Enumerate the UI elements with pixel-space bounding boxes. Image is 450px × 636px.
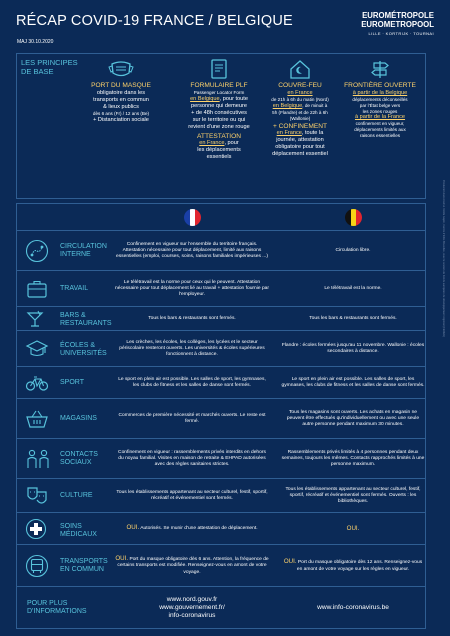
table-row-sport xyxy=(16,367,426,399)
route-icon xyxy=(25,239,49,263)
cell-france: OUI. Autorisés. Se munir d'une attestation de déplacement. xyxy=(126,524,258,532)
cell-france: Le télétravail est la norme pour ceux qui le peuvent. Attestation nécessaire pour tout déplacement lié au travail + attestation fournie par l'employeur. xyxy=(115,279,270,298)
cell-france: Commerces de première nécessité et marchés ouverts. Le reste est fermé. xyxy=(118,412,266,424)
graduation-cap-icon xyxy=(25,338,49,360)
header xyxy=(0,0,450,50)
form-title: FORMULAIRE PLF xyxy=(190,82,248,89)
comparison-table xyxy=(16,203,426,629)
curfew-column: COUVRE-FEU en France de 21h à 6h du matin (Nord) en Belgique, de minuit à 5h (Flandre) et de 22h à 6h (Wallonie) + CONFINEMENT en France, toute la journée, attestation obligatoire pour tout déplacement essentiel xyxy=(255,58,345,158)
update-date: MAJ 30.10.2020 xyxy=(17,39,54,45)
cell-belgium xyxy=(281,587,425,629)
cell-belgium: Flandre : écoles fermées jusqu'au 11 novembre. Wallonie : écoles secondaires à distance. xyxy=(281,342,425,354)
row-label: MAGASINS xyxy=(60,415,97,422)
cell-france: Confinement en vigueur sur l'ensemble du territoire français. Attestation nécessaire pour tout déplacement, limité aux raisons essentielles (emploi, courses, soins, raisons familiales impérieuses ...) xyxy=(116,241,268,260)
side-credit: Production Euro-Institut / Hilda Gapin, Centre d'Infos Bruxelles, avec le soutien de Fonds européen de développement régional (FEDER) xyxy=(442,180,445,337)
france-flag-icon xyxy=(184,209,201,226)
form-icon xyxy=(209,58,229,80)
table-header-row xyxy=(16,203,426,231)
link-gouvernement-info[interactable]: info-coronavirus xyxy=(168,612,216,620)
row-label: CIRCULATION INTERNE xyxy=(60,243,107,258)
link-gouvernement[interactable]: www.gouvernement.fr/ xyxy=(159,603,225,611)
cell-belgium: Le télétravail est la norme. xyxy=(324,285,382,291)
belgium-flag-icon xyxy=(345,209,362,226)
bicycle-icon xyxy=(25,373,49,393)
curfew-title: COUVRE-FEU xyxy=(278,82,322,89)
table-row-circulation xyxy=(16,231,426,271)
table-row-contacts xyxy=(16,439,426,479)
cell-france: Le sport en plein air est possible. Les salles de sport, les gymnases, les clubs de fitness et les salles de danse sont fermés. xyxy=(118,376,266,388)
attestation-title: ATTESTATION xyxy=(197,132,241,140)
mask-column: PORT DU MASQUE obligatoire dans les transports en commun & lieux publics dès 6 ans (Fr) / 12 ans (Be) + Distanciation sociale xyxy=(73,58,169,124)
row-label: CONTACTS SOCIAUX xyxy=(60,451,98,466)
row-label: SPORT xyxy=(60,379,84,386)
cocktail-icon xyxy=(25,309,45,329)
cell-belgium: Tous les magasins sont ouverts. Les achats en magasin ne peuvent être effectués qu'individuellement ou avec une seule autre personne pendant maximum 30 minutes. xyxy=(286,409,420,428)
bus-icon xyxy=(25,554,49,578)
cell-france xyxy=(115,587,269,629)
theatre-masks-icon xyxy=(25,485,49,507)
cell-france: Confinement en vigueur : rassemblements privés interdits en dehors du noyau familial. Visites en maison de retraite & EHPAD autorisées avec des règles sanitaires strictes. xyxy=(118,449,266,468)
basic-principles-panel xyxy=(16,53,426,199)
cell-france: Les crèches, les écoles, les collèges, les lycées et le secteur périscolaire resteront ouverts. Les universités & écoles supérieures fonctionnent à distance. xyxy=(119,339,265,358)
table-row-ecoles xyxy=(16,331,426,367)
border-column: FRONTIÈRE OUVERTE à partir de la Belgique déplacements déconseillés par l'État belge vers les zones rouges à partir de la France confinement en vigueur, déplacements limités aux raisons essentielles xyxy=(337,58,423,139)
table-row-transports xyxy=(16,545,426,587)
principles-label: LES PRINCIPES DE BASE xyxy=(21,58,78,76)
cell-belgium: Rassemblements privés limités à 4 personnes pendant deux semaines, toujours les mêmes. Contacts rapprochés limités à une personne maximum. xyxy=(281,449,425,468)
logo-line-2: EUROMETROPOOL xyxy=(361,19,434,29)
shopping-basket-icon xyxy=(25,408,49,430)
logo-line-1: EUROMÉTROPOLE xyxy=(362,11,434,20)
table-row-bars xyxy=(16,307,426,331)
cell-belgium: Circulation libre. xyxy=(335,247,371,253)
cell-belgium: Tous les établissements appartenant au secteur culturel, festif, sportif, récréatif et événementiel sont fermés. Ouverts : les bibliothèques. xyxy=(285,486,421,505)
cell-france: Tous les établissements appartenant au secteur culturel, festif, sportif, récréatif et événementiel sont fermés. xyxy=(116,489,268,501)
cell-france: Tous les bars & restaurants sont fermés. xyxy=(148,315,236,321)
table-row-travail xyxy=(16,271,426,307)
oui-badge: OUI. xyxy=(126,524,140,532)
link-nord-gouv[interactable]: www.nord.gouv.fr xyxy=(166,595,218,603)
eurometropole-logo xyxy=(361,12,434,39)
form-column: FORMULAIRE PLF Passenger Locator Form en Belgique, pour toute personne qui demeure + de 48h consécutives sur le territoire ou qui revient d'une zone rouge ATTESTATION en France, pour les déplacements essentiels xyxy=(173,58,265,161)
logo-line-3: LILLE · KORTRIJK · TOURNAI xyxy=(368,31,434,36)
mask-title: PORT DU MASQUE xyxy=(91,82,151,89)
row-label: SOINS MÉDICAUX xyxy=(60,523,97,538)
cell-france: OUI. Port du masque obligatoire dès 6 ans. Attention, la fréquence de certains transports est modifiée. Renseignez-vous en amont de votre voyage. xyxy=(115,555,269,575)
signpost-icon xyxy=(369,58,391,80)
row-label: TRANSPORTS EN COMMUN xyxy=(60,558,108,573)
cell-belgium: Tous les bars & restaurants sont fermés. xyxy=(309,315,397,321)
house-moon-icon xyxy=(288,58,312,80)
oui-badge: OUI. xyxy=(115,555,129,563)
link-info-coronavirus-be[interactable]: www.info-coronavirus.be xyxy=(317,604,389,611)
table-row-soins xyxy=(16,513,426,545)
cell-belgium: Le sport en plein air est possible. Les salles de sport, les gymnases, les clubs de fitness et les salles de danse sont fermés. xyxy=(281,376,425,388)
confinement-title: + CONFINEMENT xyxy=(272,123,328,131)
people-icon xyxy=(25,448,51,470)
briefcase-icon xyxy=(25,278,49,300)
row-label: BARS & RESTAURANTS xyxy=(60,312,112,327)
cell-belgium: OUI. Port du masque obligatoire dès 12 ans. Renseignez-vous en amont de votre voyage sur les règles en vigueur. xyxy=(283,558,423,572)
row-label: CULTURE xyxy=(60,492,93,499)
mask-icon xyxy=(108,58,134,80)
table-row-informations xyxy=(16,587,426,629)
border-title: FRONTIÈRE OUVERTE xyxy=(344,82,416,89)
row-label: POUR PLUS D'INFORMATIONS xyxy=(27,600,87,615)
row-label: TRAVAIL xyxy=(60,285,89,292)
table-row-magasins xyxy=(16,399,426,439)
medical-cross-icon xyxy=(25,518,47,540)
cell-belgium xyxy=(281,513,425,545)
table-row-culture xyxy=(16,479,426,513)
oui-badge: OUI. xyxy=(283,558,297,566)
page-title: RÉCAP COVID-19 FRANCE / BELGIQUE xyxy=(16,13,293,29)
row-label: ÉCOLES & UNIVERSITÉS xyxy=(60,342,107,357)
oui-badge: OUI. xyxy=(346,524,360,532)
